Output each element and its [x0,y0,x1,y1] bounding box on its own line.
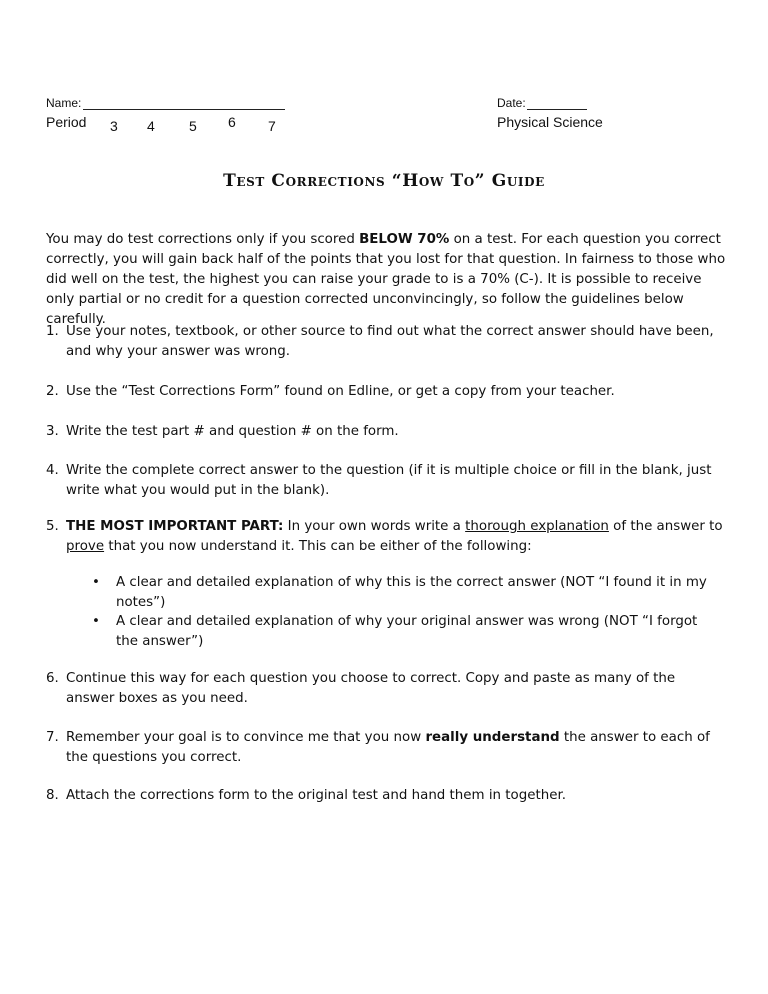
step-text-part: In your own words write a [283,519,466,534]
bullet-icon: • [92,614,100,629]
period-number: 7 [268,118,276,134]
period-number: 6 [228,114,236,130]
name-blank[interactable] [83,109,285,110]
step-item [46,461,726,501]
intro-paragraph [46,230,726,330]
date-blank[interactable] [527,109,587,110]
period-number: 4 [147,118,155,134]
step-number: 7. [46,730,59,745]
step-item [46,382,726,402]
period-number: 5 [189,118,197,134]
step-text-part: the answer to each of the questions you correct. [66,730,710,765]
step-text-part: that you now understand it. This can be either of the following: [104,539,532,554]
step-text: Continue this way for each question you choose to correct. Copy and paste as many of the answer boxes as you need. [66,671,676,706]
step-item [46,669,726,709]
bullet-item [92,573,712,613]
bullet-item [92,612,712,652]
step-text: Use the “Test Corrections Form” found on Edline, or get a copy from your teacher. [66,384,615,399]
step-text-part: Remember your goal is to convince me that you now [66,730,426,745]
period-label: Period [46,114,87,130]
intro-text: on a test. For each question you correct correctly, you will gain back half of the points that you lost for that question. In fairness to those who did well on the test, the highest you can raise your grade to is a 70% (C-). It is possible to receive only partial or no credit for a question corrected unconvincingly, so follow the guidelines below carefully. [46,232,726,327]
step-item [46,786,726,806]
step-underline: prove [66,539,105,554]
step-text [66,728,726,768]
page-title: Test Corrections “How To” Guide [223,171,545,191]
step-bold: really understand [425,730,560,745]
step-text: Write the complete correct answer to the question (if it is multiple choice or fill in the blank, just write what you would put in the blank). [66,463,712,498]
bullet-text: A clear and detailed explanation of why this is the correct answer (NOT “I found it in my notes”) [116,575,707,610]
bullet-text: A clear and detailed explanation of why your original answer was wrong (NOT “I forgot the answer”) [116,614,698,649]
intro-text: You may do test corrections only if you scored [46,232,360,247]
step-text: Use your notes, textbook, or other source to find out what the correct answer should have been, and why your answer was wrong. [66,324,714,359]
bullet-icon: • [92,575,100,590]
step-number: 1. [46,324,59,339]
step-underline: thorough explanation [465,519,609,534]
step-text [66,517,726,557]
name-label: Name: [46,96,82,110]
step-number: 6. [46,671,59,686]
step-number: 4. [46,463,59,478]
step-number: 3. [46,424,59,439]
step-text: Attach the corrections form to the original test and hand them in together. [66,788,566,803]
step-bold: THE MOST IMPORTANT PART: [66,519,284,534]
step-text: Write the test part # and question # on the form. [66,424,399,439]
step-item [46,322,726,362]
step-number: 8. [46,788,59,803]
step-number: 2. [46,384,59,399]
step-item [46,517,726,557]
date-field[interactable] [497,96,587,110]
step-text-part: of the answer to [608,519,723,534]
date-label: Date: [497,96,526,110]
step-item [46,728,726,768]
subject-label: Physical Science [497,114,603,130]
intro-bold: BELOW 70% [359,232,450,247]
period-number: 3 [110,118,118,134]
step-number: 5. [46,519,59,534]
step-item [46,422,726,442]
name-field[interactable] [46,96,285,110]
